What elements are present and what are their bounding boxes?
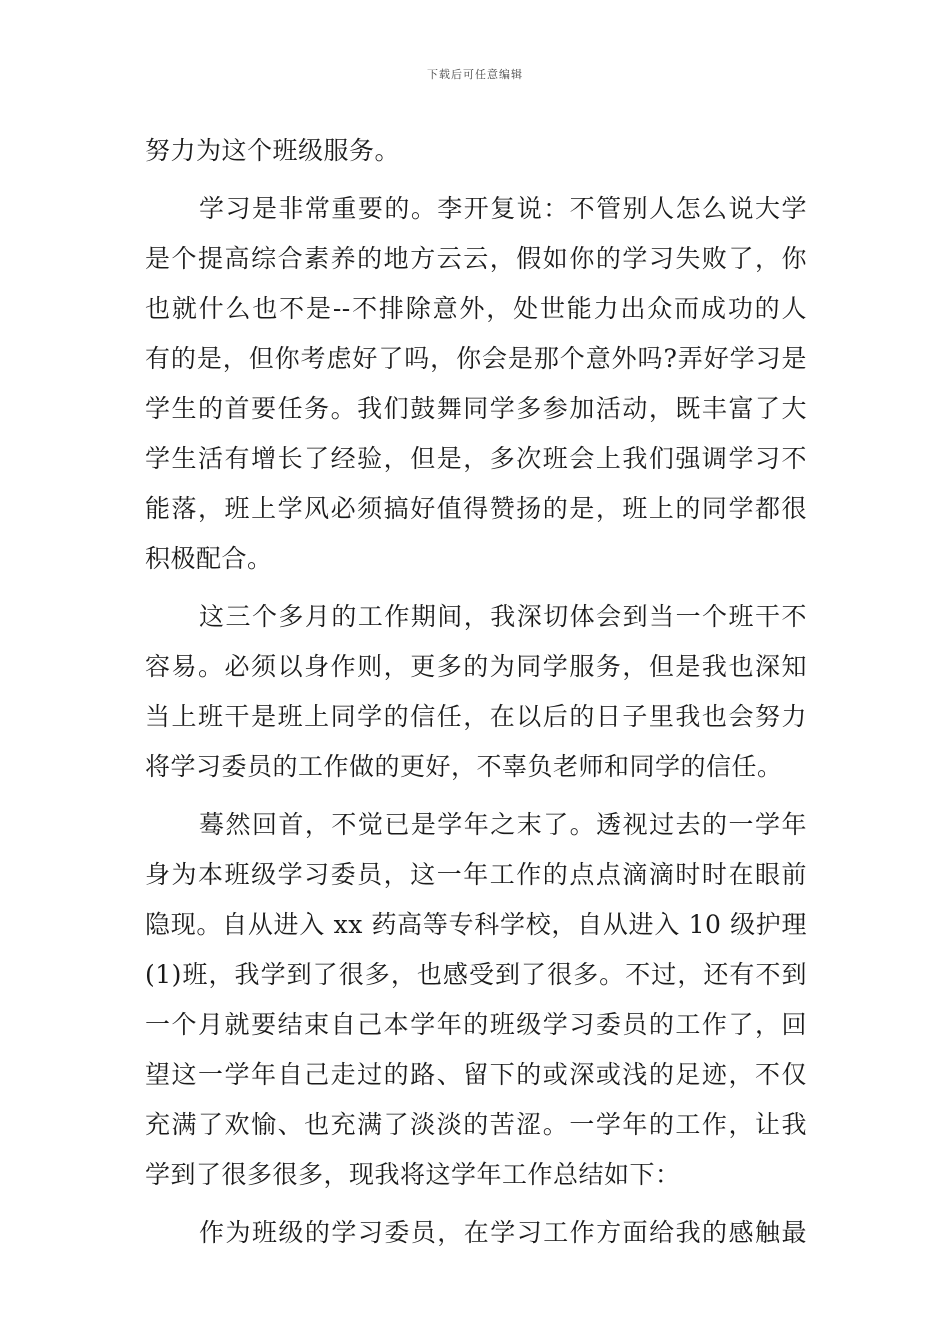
paragraph-continuation: [145, 126, 807, 176]
text-line: 充满了欢愉、也充满了淡淡的苦涩。一学年的工作，让我: [145, 1110, 807, 1139]
paragraph-study-committee: [145, 1208, 807, 1258]
paragraph-work-period: [145, 592, 807, 792]
text-line: 这三个多月的工作期间，我深切体会到当一个班干不: [199, 602, 807, 631]
text-line: 积极配合。: [145, 544, 273, 573]
text-line: 学习是非常重要的。李开复说：不管别人怎么说大学: [199, 194, 807, 223]
text-line: 望这一学年自己走过的路、留下的或深或浅的足迹，不仅: [145, 1060, 807, 1089]
document-body: [145, 126, 807, 1258]
text-line: (1)班，我学到了很多，也感受到了很多。不过，还有不到: [145, 960, 807, 989]
paragraph-year-review: [145, 800, 807, 1200]
text-line: 一个月就要结束自己本学年的班级学习委员的工作了，回: [145, 1010, 807, 1039]
page-header: 下载后可任意编辑: [427, 68, 523, 81]
text-line: 是个提高综合素养的地方云云，假如你的学习失败了，你: [145, 244, 807, 273]
text-line: 将学习委员的工作做的更好，不辜负老师和同学的信任。: [145, 752, 783, 781]
text-line: 学生活有增长了经验，但是，多次班会上我们强调学习不: [145, 444, 807, 473]
text-line: 蓦然回首，不觉已是学年之末了。透视过去的一学年: [199, 810, 807, 839]
text-line: 学生的首要任务。我们鼓舞同学多参加活动，既丰富了大: [145, 394, 807, 423]
paragraph-study-importance: [145, 184, 807, 584]
text-line: 容易。必须以身作则，更多的为同学服务，但是我也深知: [145, 652, 807, 681]
text-line: 能落，班上学风必须搞好值得赞扬的是，班上的同学都很: [145, 494, 807, 523]
text-line: 学到了很多很多，现我将这学年工作总结如下：: [145, 1160, 681, 1189]
text-line: 隐现。自从进入 xx 药高等专科学校，自从进入 10 级护理: [145, 910, 807, 939]
text-line: 也就什么也不是--不排除意外，处世能力出众而成功的人: [145, 294, 807, 323]
text-line: 当上班干是班上同学的信任，在以后的日子里我也会努力: [145, 702, 807, 731]
text-line: 努力为这个班级服务。: [145, 136, 401, 165]
text-line: 作为班级的学习委员，在学习工作方面给我的感触最: [199, 1218, 807, 1247]
text-line: 有的是，但你考虑好了吗，你会是那个意外吗?弄好学习是: [145, 344, 807, 373]
text-line: 身为本班级学习委员，这一年工作的点点滴滴时时在眼前: [145, 860, 807, 889]
